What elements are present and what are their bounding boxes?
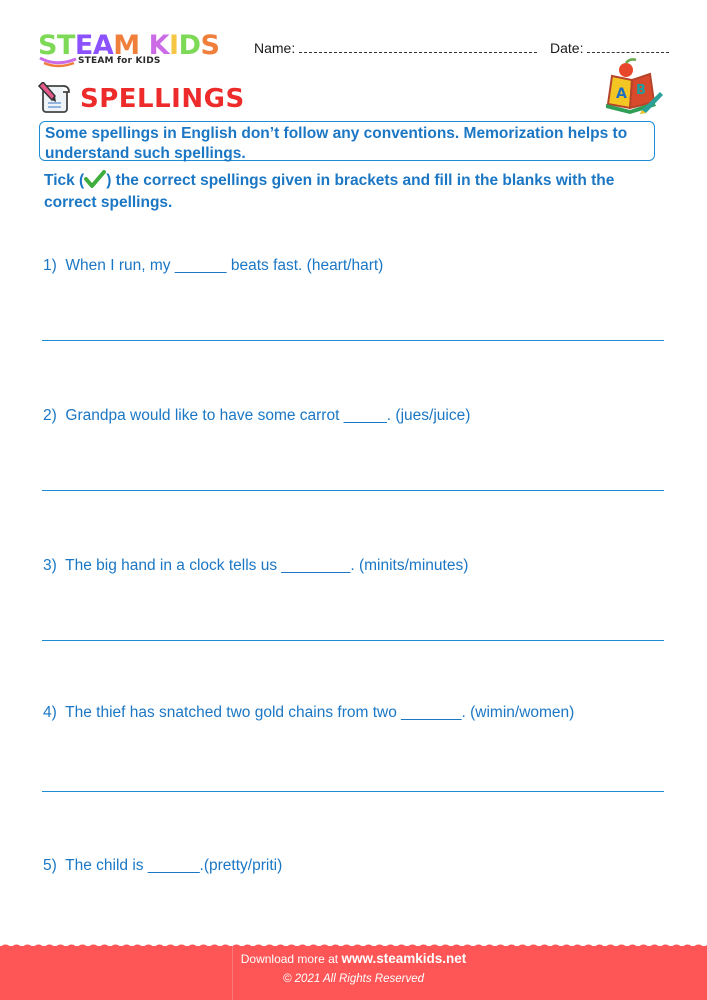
- answer-line-3[interactable]: [42, 640, 664, 641]
- name-label: Name:: [254, 40, 296, 56]
- question-text: The child is ______.(pretty/priti): [65, 857, 283, 874]
- logo-letter: K: [148, 30, 170, 61]
- question-text: The thief has snatched two gold chains from two _______. (wimin/women): [65, 704, 575, 721]
- question-number: 1): [43, 257, 57, 274]
- question-number: 5): [43, 857, 57, 874]
- logo-tagline: STEAM for KIDS: [78, 56, 161, 66]
- logo-swoosh-icon: [38, 55, 78, 69]
- footer-download-prefix: Download more at: [240, 952, 339, 966]
- pencil-scroll-icon: [37, 82, 73, 114]
- question-3: [43, 557, 468, 575]
- question-2: [43, 407, 470, 425]
- logo-letter: I: [169, 30, 179, 61]
- logo-letter: D: [178, 30, 201, 61]
- name-field[interactable]: [254, 40, 537, 56]
- name-blank[interactable]: [299, 40, 537, 53]
- question-text: The big hand in a clock tells us ________. (minits/minutes): [65, 557, 469, 574]
- question-number: 4): [43, 704, 57, 721]
- question-number: 2): [43, 407, 57, 424]
- footer-copyright: © 2021 All Rights Reserved: [282, 973, 424, 985]
- logo-letter: T: [56, 30, 75, 61]
- question-number: 3): [43, 557, 57, 574]
- date-field[interactable]: [550, 40, 669, 56]
- logo-letter: A: [92, 30, 114, 61]
- footer-download: [0, 951, 707, 966]
- question-5: [43, 857, 282, 875]
- question-text: When I run, my ______ beats fast. (heart/hart): [65, 257, 384, 274]
- logo-letter: S: [38, 30, 57, 61]
- checkmark-icon: [84, 170, 106, 188]
- footer-site-link[interactable]: www.steamkids.net: [341, 951, 467, 966]
- instruction-after: ) the correct spellings given in brackets and fill in the blanks with the correct spellings.: [44, 172, 615, 211]
- date-blank[interactable]: [587, 40, 669, 53]
- question-1: [43, 257, 383, 275]
- logo-letter: E: [74, 30, 93, 61]
- intro-box: Some spellings in English don’t follow any conventions. Memorization helps to understand such spellings.: [39, 121, 655, 161]
- answer-line-1[interactable]: [42, 340, 664, 341]
- answer-line-2[interactable]: [42, 490, 664, 491]
- logo-letter: S: [200, 30, 220, 61]
- answer-line-4[interactable]: [42, 791, 664, 792]
- svg-text:A: A: [616, 86, 627, 102]
- logo-letter: M: [113, 30, 140, 61]
- date-label: Date:: [550, 40, 584, 56]
- abc-book-icon: [604, 58, 664, 114]
- question-text: Grandpa would like to have some carrot _____. (jues/juice): [65, 407, 471, 424]
- svg-text:B: B: [636, 83, 646, 98]
- question-4: [43, 704, 574, 722]
- instruction-before: Tick (: [44, 172, 85, 189]
- instruction-text: [44, 170, 664, 214]
- page-title: SPELLINGS: [80, 84, 245, 114]
